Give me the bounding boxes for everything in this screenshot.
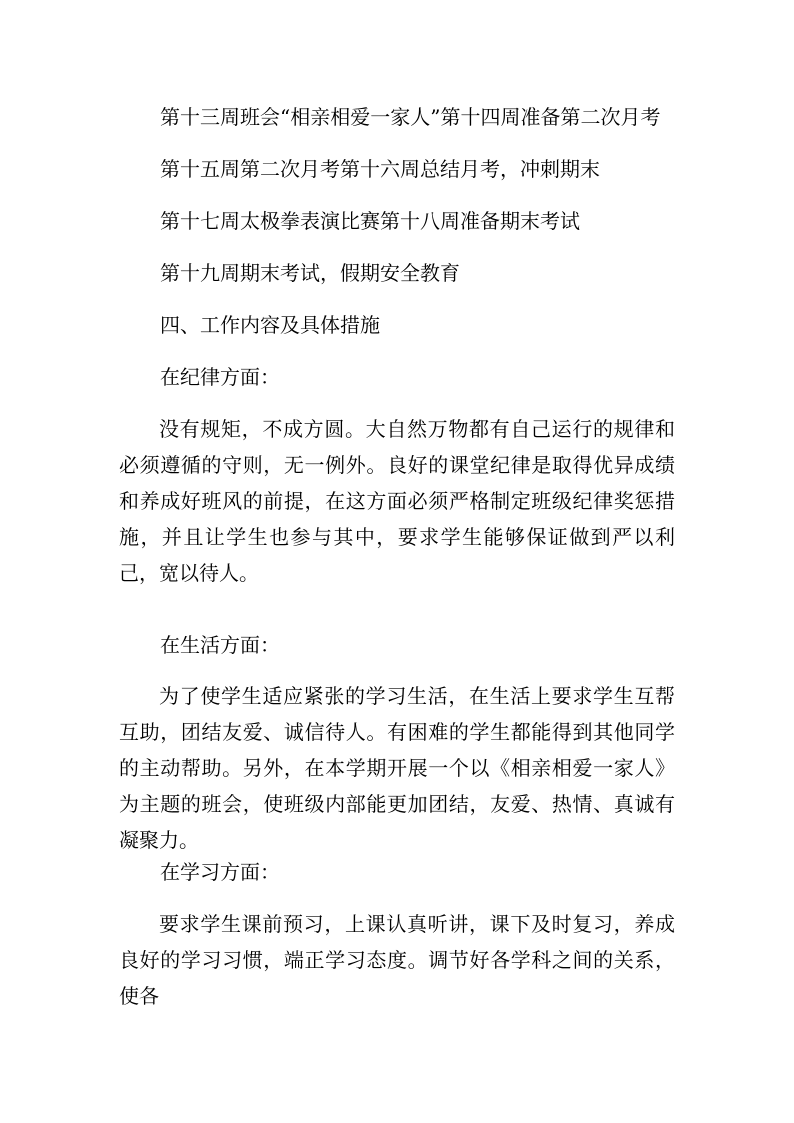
discipline-paragraph: 没有规矩，不成方圆。大自然万物都有自己运行的规律和必须遵循的守则，无一例外。良好的课堂纪律是取得优异成绩和养成好班风的前提，在这方面必须严格制定班级纪律奖惩措施，并且让学生也参与其中，要求学生能够保证做到严以利己，宽以待人。 — [119, 417, 675, 585]
life-heading: 在生活方面： — [160, 633, 280, 657]
study-paragraph: 要求学生课前预习，上课认真听讲，课下及时复习，养成良好的学习习惯，端正学习态度。调节好各学科之间的关系，使各 — [119, 912, 675, 1008]
life-paragraph: 为了使学生适应紧张的学习生活，在生活上要求学生互帮互助，团结友爱、诚信待人。有困难的学生都能得到其他同学的主动帮助。另外，在本学期开展一个以《相亲相爱一家人》为主题的班会，使班级内部能更加团结，友爱、热情、真诚有凝聚力。 — [119, 684, 675, 852]
section-heading: 四、工作内容及具体措施 — [160, 313, 380, 337]
schedule-week-13-14: 第十三周班会“相亲相爱一家人”第十四周准备第二次月考 — [160, 105, 661, 129]
schedule-week-15-16: 第十五周第二次月考第十六周总结月考，冲刺期末 — [160, 157, 600, 181]
schedule-week-19: 第十九周期末考试，假期安全教育 — [160, 261, 460, 285]
discipline-heading: 在纪律方面： — [160, 365, 280, 389]
schedule-week-17-18: 第十七周太极拳表演比赛第十八周准备期末考试 — [160, 209, 580, 233]
study-heading: 在学习方面： — [160, 860, 280, 884]
